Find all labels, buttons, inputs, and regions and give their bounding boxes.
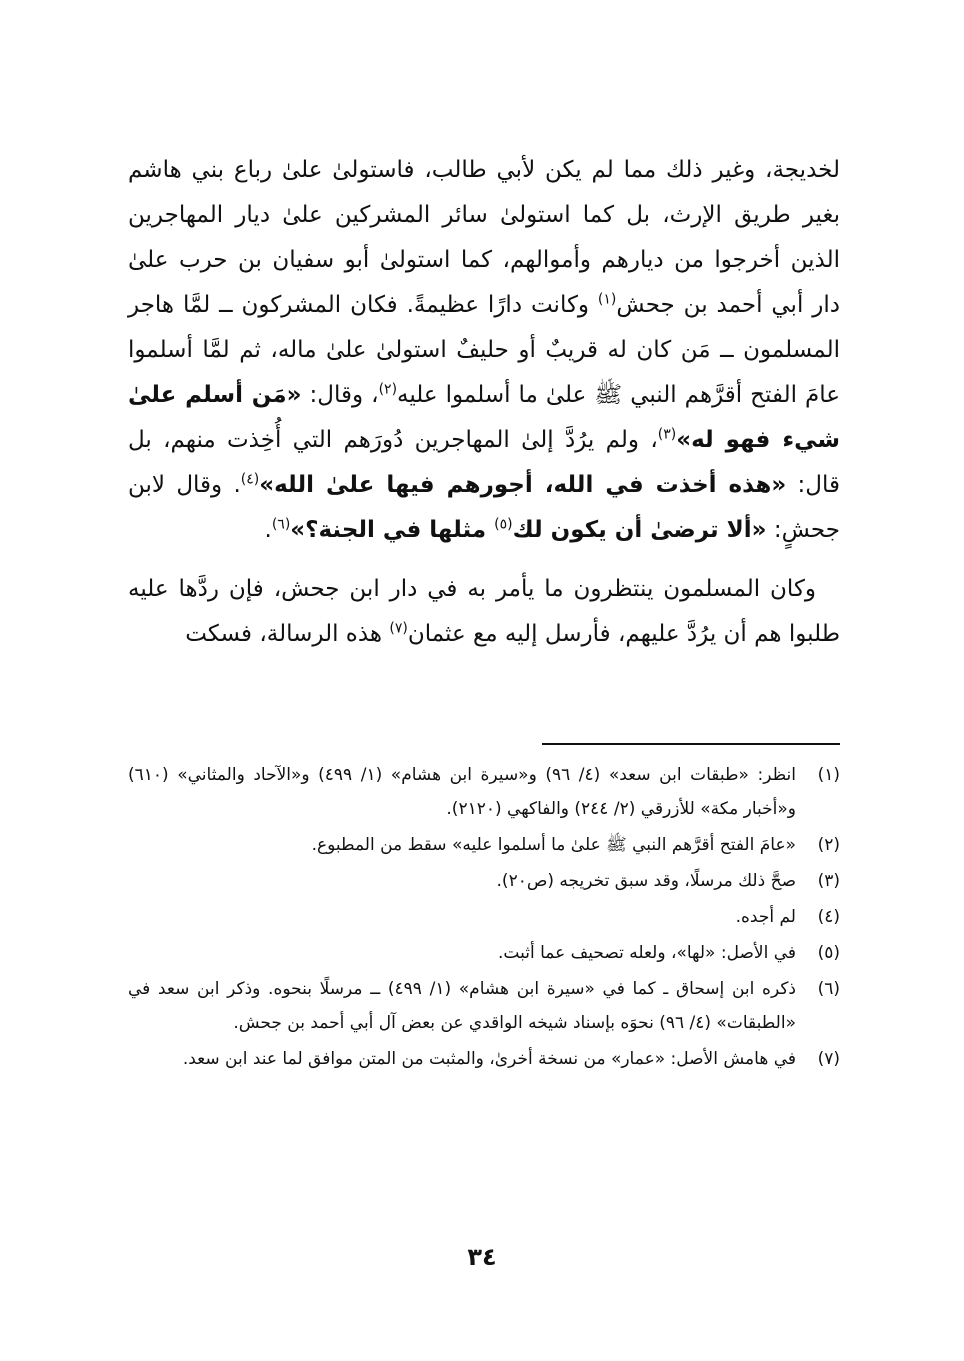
footnote-4: [128, 900, 840, 934]
footnote-text: «عامَ الفتح أقرَّهم النبي ﷺ علىٰ ما أسلموا عليه» سقط من المطبوع.: [311, 835, 796, 855]
footnote-text: في الأصل: «لها»، ولعله تصحيف عما أثبت.: [498, 943, 796, 963]
footnote-number: (٢): [817, 835, 840, 855]
footnote-ref-4[interactable]: (٤): [240, 471, 260, 488]
footnote-ref-3[interactable]: (٣): [657, 426, 677, 443]
footnotes: [128, 758, 840, 1078]
footnote-number: (١): [817, 765, 840, 785]
text-run: وكان المسلمون ينتظرون ما يأمر به في دار ابن جحش، فإن ردَّها عليه طلبوا هم أن يرُدَّ عليهم، فأرسل إليه مع عثمان: [128, 576, 840, 647]
hadith-quote-2: «هذه أخذت في الله، أجورهم فيها علىٰ الله»: [259, 472, 787, 498]
footnote-6: [128, 972, 840, 1040]
main-text: [128, 148, 840, 657]
footnote-7: [128, 1042, 840, 1076]
footnote-ref-5[interactable]: (٥): [494, 516, 513, 533]
footnote-number: (٤): [817, 907, 840, 927]
paragraph-1: [128, 148, 840, 553]
hadith-quote-3: «ألا ترضىٰ أن يكون لك: [512, 517, 767, 543]
footnote-number: (٥): [817, 943, 840, 963]
page-number: ٣٤: [467, 1243, 497, 1271]
footnote-ref-1[interactable]: (١): [597, 291, 617, 308]
text-run: ، وقال:: [301, 382, 379, 408]
hadith-quote-1: «مَن أسلم علىٰ شيء فهو له»: [128, 382, 840, 453]
footnote-divider: [542, 743, 840, 745]
text-run: ، ولم يرُدَّ إلىٰ المهاجرين دُورَهم التي أُخِذت منهم، بل قال:: [128, 427, 840, 498]
footnote-1: [128, 758, 840, 826]
text-run: هذه الرسالة، فسكت: [185, 621, 390, 647]
paragraph-2: [128, 567, 840, 657]
footnote-5: [128, 936, 840, 970]
text-run: . وقال لابن جحشٍ:: [128, 472, 840, 543]
text-run: وكانت دارًا عظيمةً. فكان المشركون ــ لمَّا هاجر المسلمون ــ مَن كان له قريبٌ أو حليفٌ استولىٰ علىٰ ماله، ثم لمَّا أسلموا عامَ الفتح أقرَّهم النبي ﷺ علىٰ ما أسلموا عليه: [128, 292, 840, 408]
footnote-number: (٦): [817, 979, 840, 999]
text-run: .: [264, 517, 272, 543]
footnote-ref-6[interactable]: (٦): [271, 516, 291, 533]
footnote-2: [128, 828, 840, 862]
footnote-number: (٣): [817, 871, 840, 891]
footnote-text: في هامش الأصل: «عمار» من نسخة أخرىٰ، والمثبت من المتن موافق لما عند ابن سعد.: [182, 1049, 796, 1069]
footnote-text: لم أجده.: [735, 907, 796, 927]
footnote-number: (٧): [817, 1049, 840, 1069]
footnote-ref-7[interactable]: (٧): [389, 620, 408, 637]
hadith-quote-3-end: مثلها في الجنة؟»: [290, 517, 495, 543]
footnote-text: صحَّ ذلك مرسلًا، وقد سبق تخريجه (ص٢٠).: [496, 871, 796, 891]
footnote-text: ذكره ابن إسحاق ـ كما في «سيرة ابن هشام» (١/ ٤٩٩) ــ مرسلًا بنحوه. وذكر ابن سعد في «الطبقات» (٤/ ٩٦) نحوَه بإسناد شيخه الواقدي عن بعض آل أبي أحمد بن جحش.: [128, 979, 796, 1033]
footnote-text: انظر: «طبقات ابن سعد» (٤/ ٩٦) و«سيرة ابن هشام» (١/ ٤٩٩) و«الآحاد والمثاني» (٦١٠) و«أخبار مكة» للأزرقي (٢/ ٢٤٤) والفاكهي (٢١٢٠).: [128, 765, 796, 819]
footnote-3: [128, 864, 840, 898]
text-run: لخديجة، وغير ذلك مما لم يكن لأبي طالب، فاستولىٰ علىٰ رباع بني هاشم بغير طريق الإرث، بل كما استولىٰ سائر المشركين علىٰ ديار المهاجرين الذين أخرجوا من ديارهم وأموالهم، كما استولىٰ أبو سفيان بن حرب علىٰ دار أبي أحمد بن جحش: [128, 157, 840, 318]
footnote-ref-2[interactable]: (٢): [378, 381, 398, 398]
